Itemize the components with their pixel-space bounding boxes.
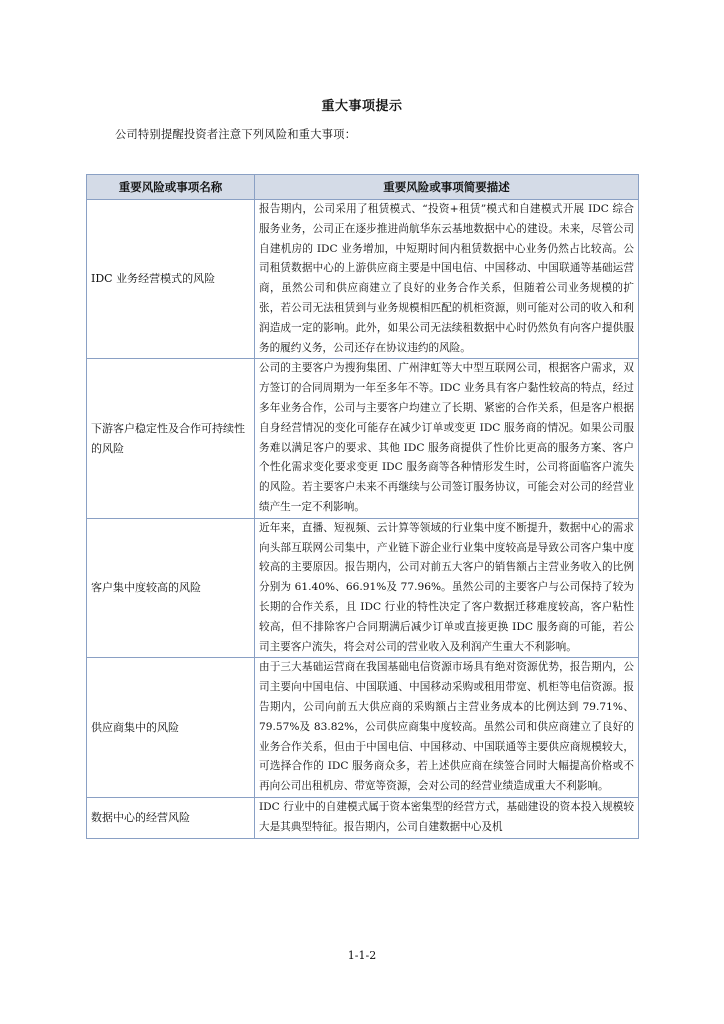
table-row [87,518,639,658]
risk-description-cell: 报告期内，公司采用了租赁模式、“投资+租赁”模式和自建模式开展 IDC 综合服务业务，公司正在逐步推进尚航华东云基地数据中心的建设。未来，尽管公司自建机房的 IDC 业务增加，中短期时间内租赁数据中心业务仍然占比较高。公司租赁数据中心的上游供应商主要是中国电信、中国移动、中国联通等基础运营商，虽然公司和供应商建立了良好的业务合作关系，但随着公司业务规模的扩张，若公司无法租赁到与业务规模相匹配的机柜资源，则可能对公司的收入和利润造成一定的影响。此外，如果公司无法续租数据中心时仍然负有向客户提供服务的履约义务，公司还存在协议违约的风险。 [255,200,639,359]
table-header-row [87,175,639,200]
table-row [87,797,639,838]
risk-name-cell: 供应商集中的风险 [87,658,255,798]
header-risk-description: 重要风险或事项简要描述 [255,175,639,200]
page-number: 1-1-2 [347,949,377,962]
risk-name-cell: IDC 业务经营模式的风险 [87,200,255,359]
table-row [87,200,639,359]
table-row [87,359,639,518]
risk-name-cell: 下游客户稳定性及合作可持续性的风险 [87,359,255,518]
risk-name-cell: 数据中心的经营风险 [87,797,255,838]
intro-text: 公司特别提醒投资者注意下列风险和重大事项： [115,128,357,141]
risk-description-cell: 由于三大基础运营商在我国基础电信资源市场具有绝对资源优势，报告期内，公司主要向中国电信、中国联通、中国移动采购或租用带宽、机柜等电信资源。报告期内，公司向前五大供应商的采购额占主营业务成本的比例达到 79.71%、79.57%及 83.82%，公司供应商集中度较高。虽然公司和供应商建立了良好的业务合作关系，但由于中国电信、中国移动、中国联通等主要供应商规模较大，可选择合作的 IDC 服务商众多，若上述供应商在续签合同时大幅提高价格或不再向公司出租机房、带宽等资源，会对公司的经营业绩造成重大不利影响。 [255,658,639,798]
risk-description-cell: 公司的主要客户为搜狗集团、广州津虹等大中型互联网公司，根据客户需求，双方签订的合同周期为一年至多年不等。IDC 业务具有客户黏性较高的特点，经过多年业务合作，公司与主要客户均建立了长期、紧密的合作关系，但是客户根据自身经营情况的变化可能存在减少订单或变更 IDC 服务商的情况。如果公司服务难以满足客户的要求、其他 IDC 服务商提供了性价比更高的服务方案、客户个性化需求变化要求变更 IDC 服务商等各种情形发生时，公司将面临客户流失的风险。若主要客户未来不再继续与公司签订服务协议，可能会对公司的经营业绩产生一定不利影响。 [255,359,639,518]
header-risk-name: 重要风险或事项名称 [87,175,255,200]
risk-description-cell: 近年来，直播、短视频、云计算等领域的行业集中度不断提升，数据中心的需求向头部互联网公司集中，产业链下游企业行业集中度较高是导致公司客户集中度较高的主要原因。报告期内，公司对前五大客户的销售额占主营业务收入的比例分别为 61.40%、66.91%及 77.96%。虽然公司的主要客户与公司保持了较为长期的合作关系，且 IDC 行业的特性决定了客户数据迁移难度较高，客户粘性较高，但不排除客户合同期满后减少订单或直接更换 IDC 服务商的可能，若公司主要客户流失，将会对公司的营业收入及利润产生重大不利影响。 [255,518,639,658]
page-title: 重大事项提示 [321,99,403,114]
risk-table [86,174,639,839]
table-row [87,658,639,798]
risk-description-cell: IDC 行业中的自建模式属于资本密集型的经营方式，基础建设的资本投入规模较大是其典型特征。报告期内，公司自建数据中心及机 [255,797,639,838]
risk-name-cell: 客户集中度较高的风险 [87,518,255,658]
